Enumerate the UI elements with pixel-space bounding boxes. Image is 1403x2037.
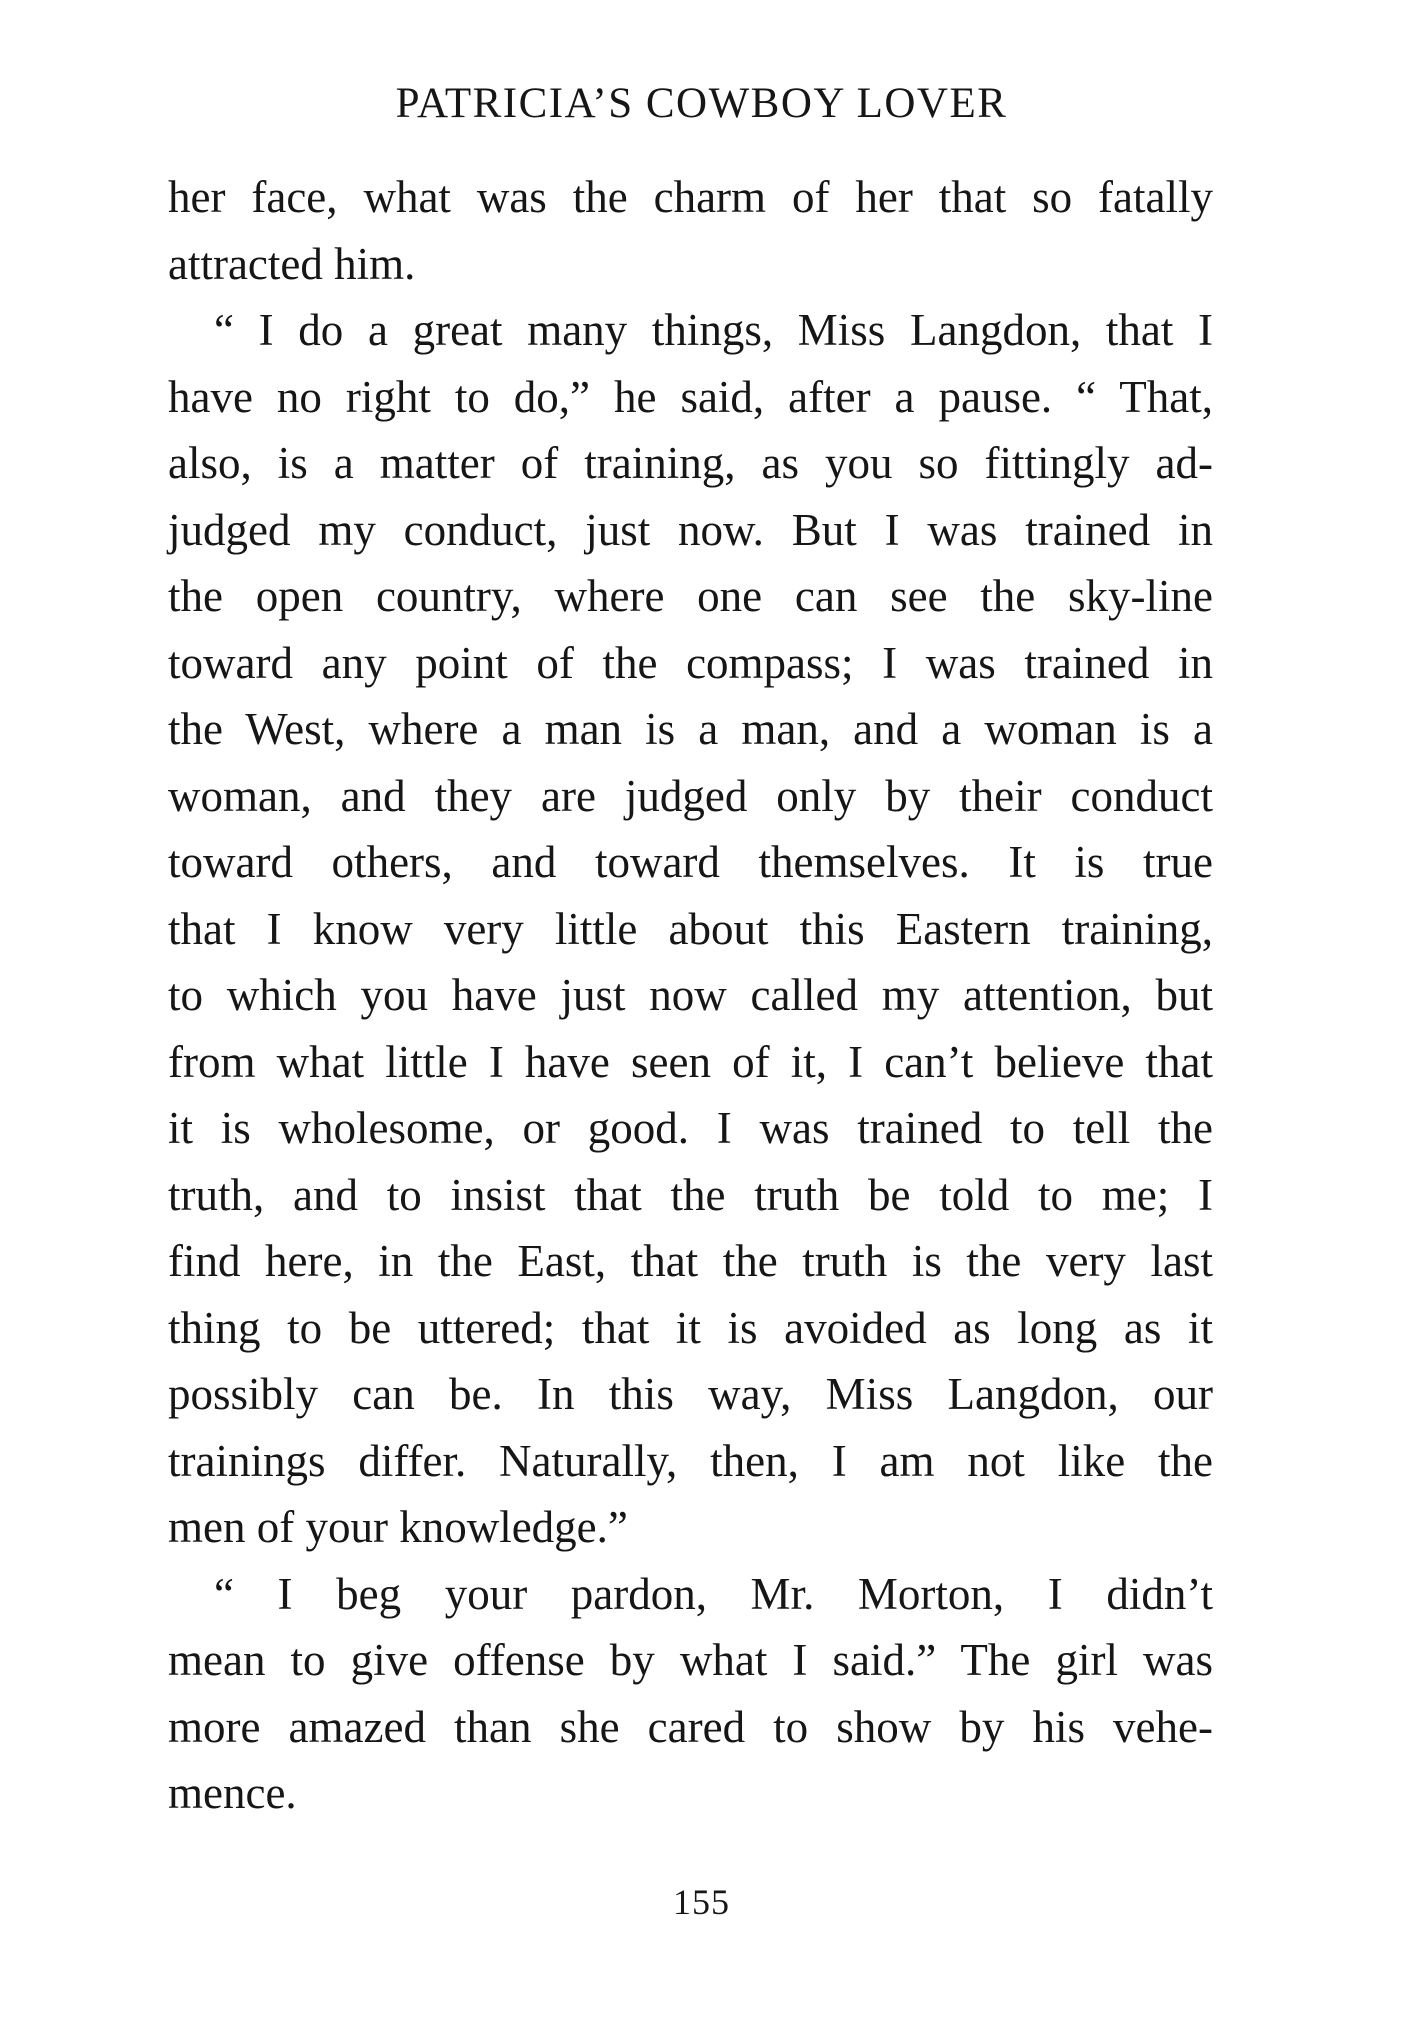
text-line: her face, what was the charm of her that so fatally: [168, 172, 1213, 222]
text-line: truth, and to insist that the truth be told to me; I: [168, 1169, 1213, 1220]
text-line: mean to give offense by what I said.” The girl was: [168, 1635, 1213, 1685]
text-line: mence.: [168, 1768, 297, 1818]
text-line: “ I beg your pardon, Mr. Morton, I didn’t: [214, 1568, 1213, 1619]
text-line: “ I do a great many things, Miss Langdon, that I: [214, 305, 1213, 355]
text-line: it is wholesome, or good. I was trained to tell the: [168, 1103, 1213, 1153]
text-line: thing to be uttered; that it is avoided as long as it: [168, 1302, 1213, 1353]
text-line: also, is a matter of training, as you so fittingly ad-: [168, 438, 1213, 488]
text-line: the open country, where one can see the sky-line: [168, 571, 1213, 621]
text-line: judged my conduct, just now. But I was trained in: [168, 504, 1213, 555]
text-line: to which you have just now called my attention, but: [168, 970, 1213, 1020]
running-head: PATRICIA’S COWBOY LOVER: [395, 80, 1008, 127]
text-line: toward any point of the compass; I was trained in: [168, 637, 1213, 688]
text-line: possibly can be. In this way, Miss Langdon, our: [168, 1369, 1213, 1419]
text-line: trainings differ. Naturally, then, I am not like the: [168, 1435, 1213, 1486]
body-text: [168, 164, 1213, 1827]
text-line: from what little I have seen of it, I can’t believe that: [168, 1036, 1213, 1087]
text-line: find here, in the East, that the truth is the very last: [168, 1236, 1213, 1286]
text-line: woman, and they are judged only by their conduct: [168, 770, 1213, 821]
text-line: more amazed than she cared to show by his vehe-: [168, 1701, 1213, 1752]
text-line: toward others, and toward themselves. It is true: [168, 837, 1213, 887]
text-line: attracted him.: [168, 238, 416, 289]
text-line: men of your knowledge.”: [168, 1502, 628, 1552]
text-line: that I know very little about this Eastern training,: [168, 903, 1213, 954]
page-number: 155: [673, 1882, 730, 1922]
text-line: the West, where a man is a man, and a woman is a: [168, 704, 1213, 754]
text-line: have no right to do,” he said, after a pause. “ That,: [168, 371, 1213, 422]
